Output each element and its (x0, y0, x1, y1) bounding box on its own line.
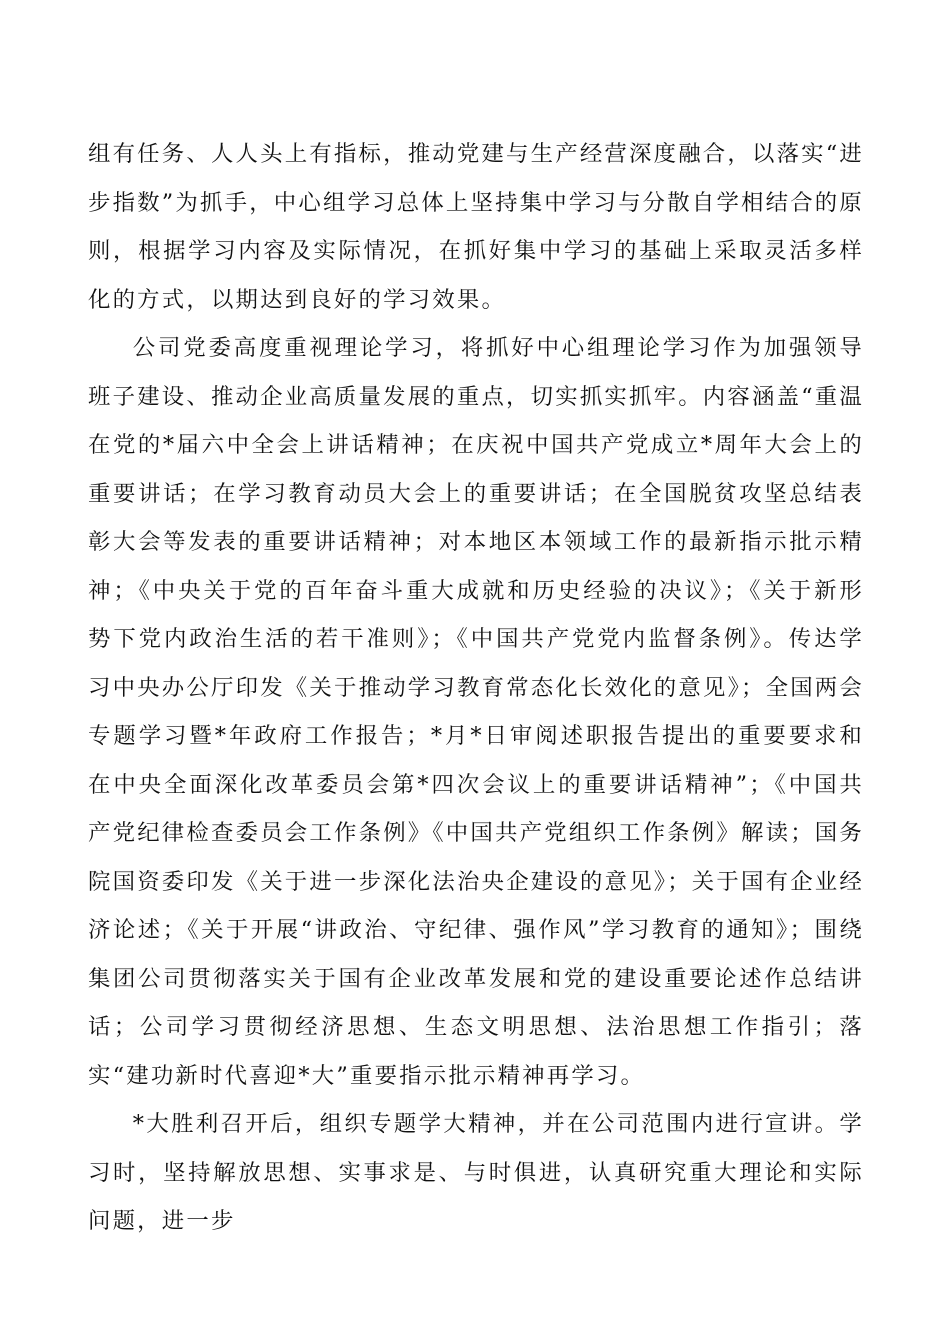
paragraph-theory-study: 公司党委高度重视理论学习，将抓好中心组理论学习作为加强领导班子建设、推动企业高质量发展的重点，切实抓实抓牢。内容涵盖“重温在党的*届六中全会上讲话精神；在庆祝中国共产党成立*周年大会上的重要讲话；在学习教育动员大会上的重要讲话；在全国脱贫攻坚总结表彰大会等发表的重要讲话精神；对本地区本领域工作的最新指示批示精神；《中央关于党的百年奋斗重大成就和历史经验的决议》；《关于新形势下党内政治生活的若干准则》；《中国共产党党内监督条例》。传达学习中央办公厅印发《关于推动学习教育常态化长效化的意见》；全国两会专题学习暨*年政府工作报告；*月*日审阅述职报告提出的重要要求和在中央全面深化改革委员会第*四次会议上的重要讲话精神”；《中国共产党纪律检查委员会工作条例》《中国共产党组织工作条例》解读；国务院国资委印发《关于进一步深化法治央企建设的意见》；关于国有企业经济论述；《关于开展“讲政治、守纪律、强作风”学习教育的通知》；围绕集团公司贯彻落实关于国有企业改革发展和党的建设重要论述作总结讲话；公司学习贯彻经济思想、生态文明思想、法治思想工作指引；落实“建功新时代喜迎*大”重要指示批示精神再学习。 (88, 335, 864, 1089)
paragraph-congress-study: *大胜利召开后，组织专题学大精神，并在公司范围内进行宣讲。学习时，坚持解放思想、实事求是、与时俱进，认真研究重大理论和实际问题，进一步 (88, 1111, 864, 1234)
paragraph-continuation: 组有任务、人人头上有指标，推动党建与生产经营深度融合，以落实“进步指数”为抓手，中心组学习总体上坚持集中学习与分散自学相结合的原则，根据学习内容及实际情况，在抓好集中学习的基础上采取灵活多样化的方式，以期达到良好的学习效果。 (88, 141, 864, 313)
document-body (88, 130, 864, 1246)
